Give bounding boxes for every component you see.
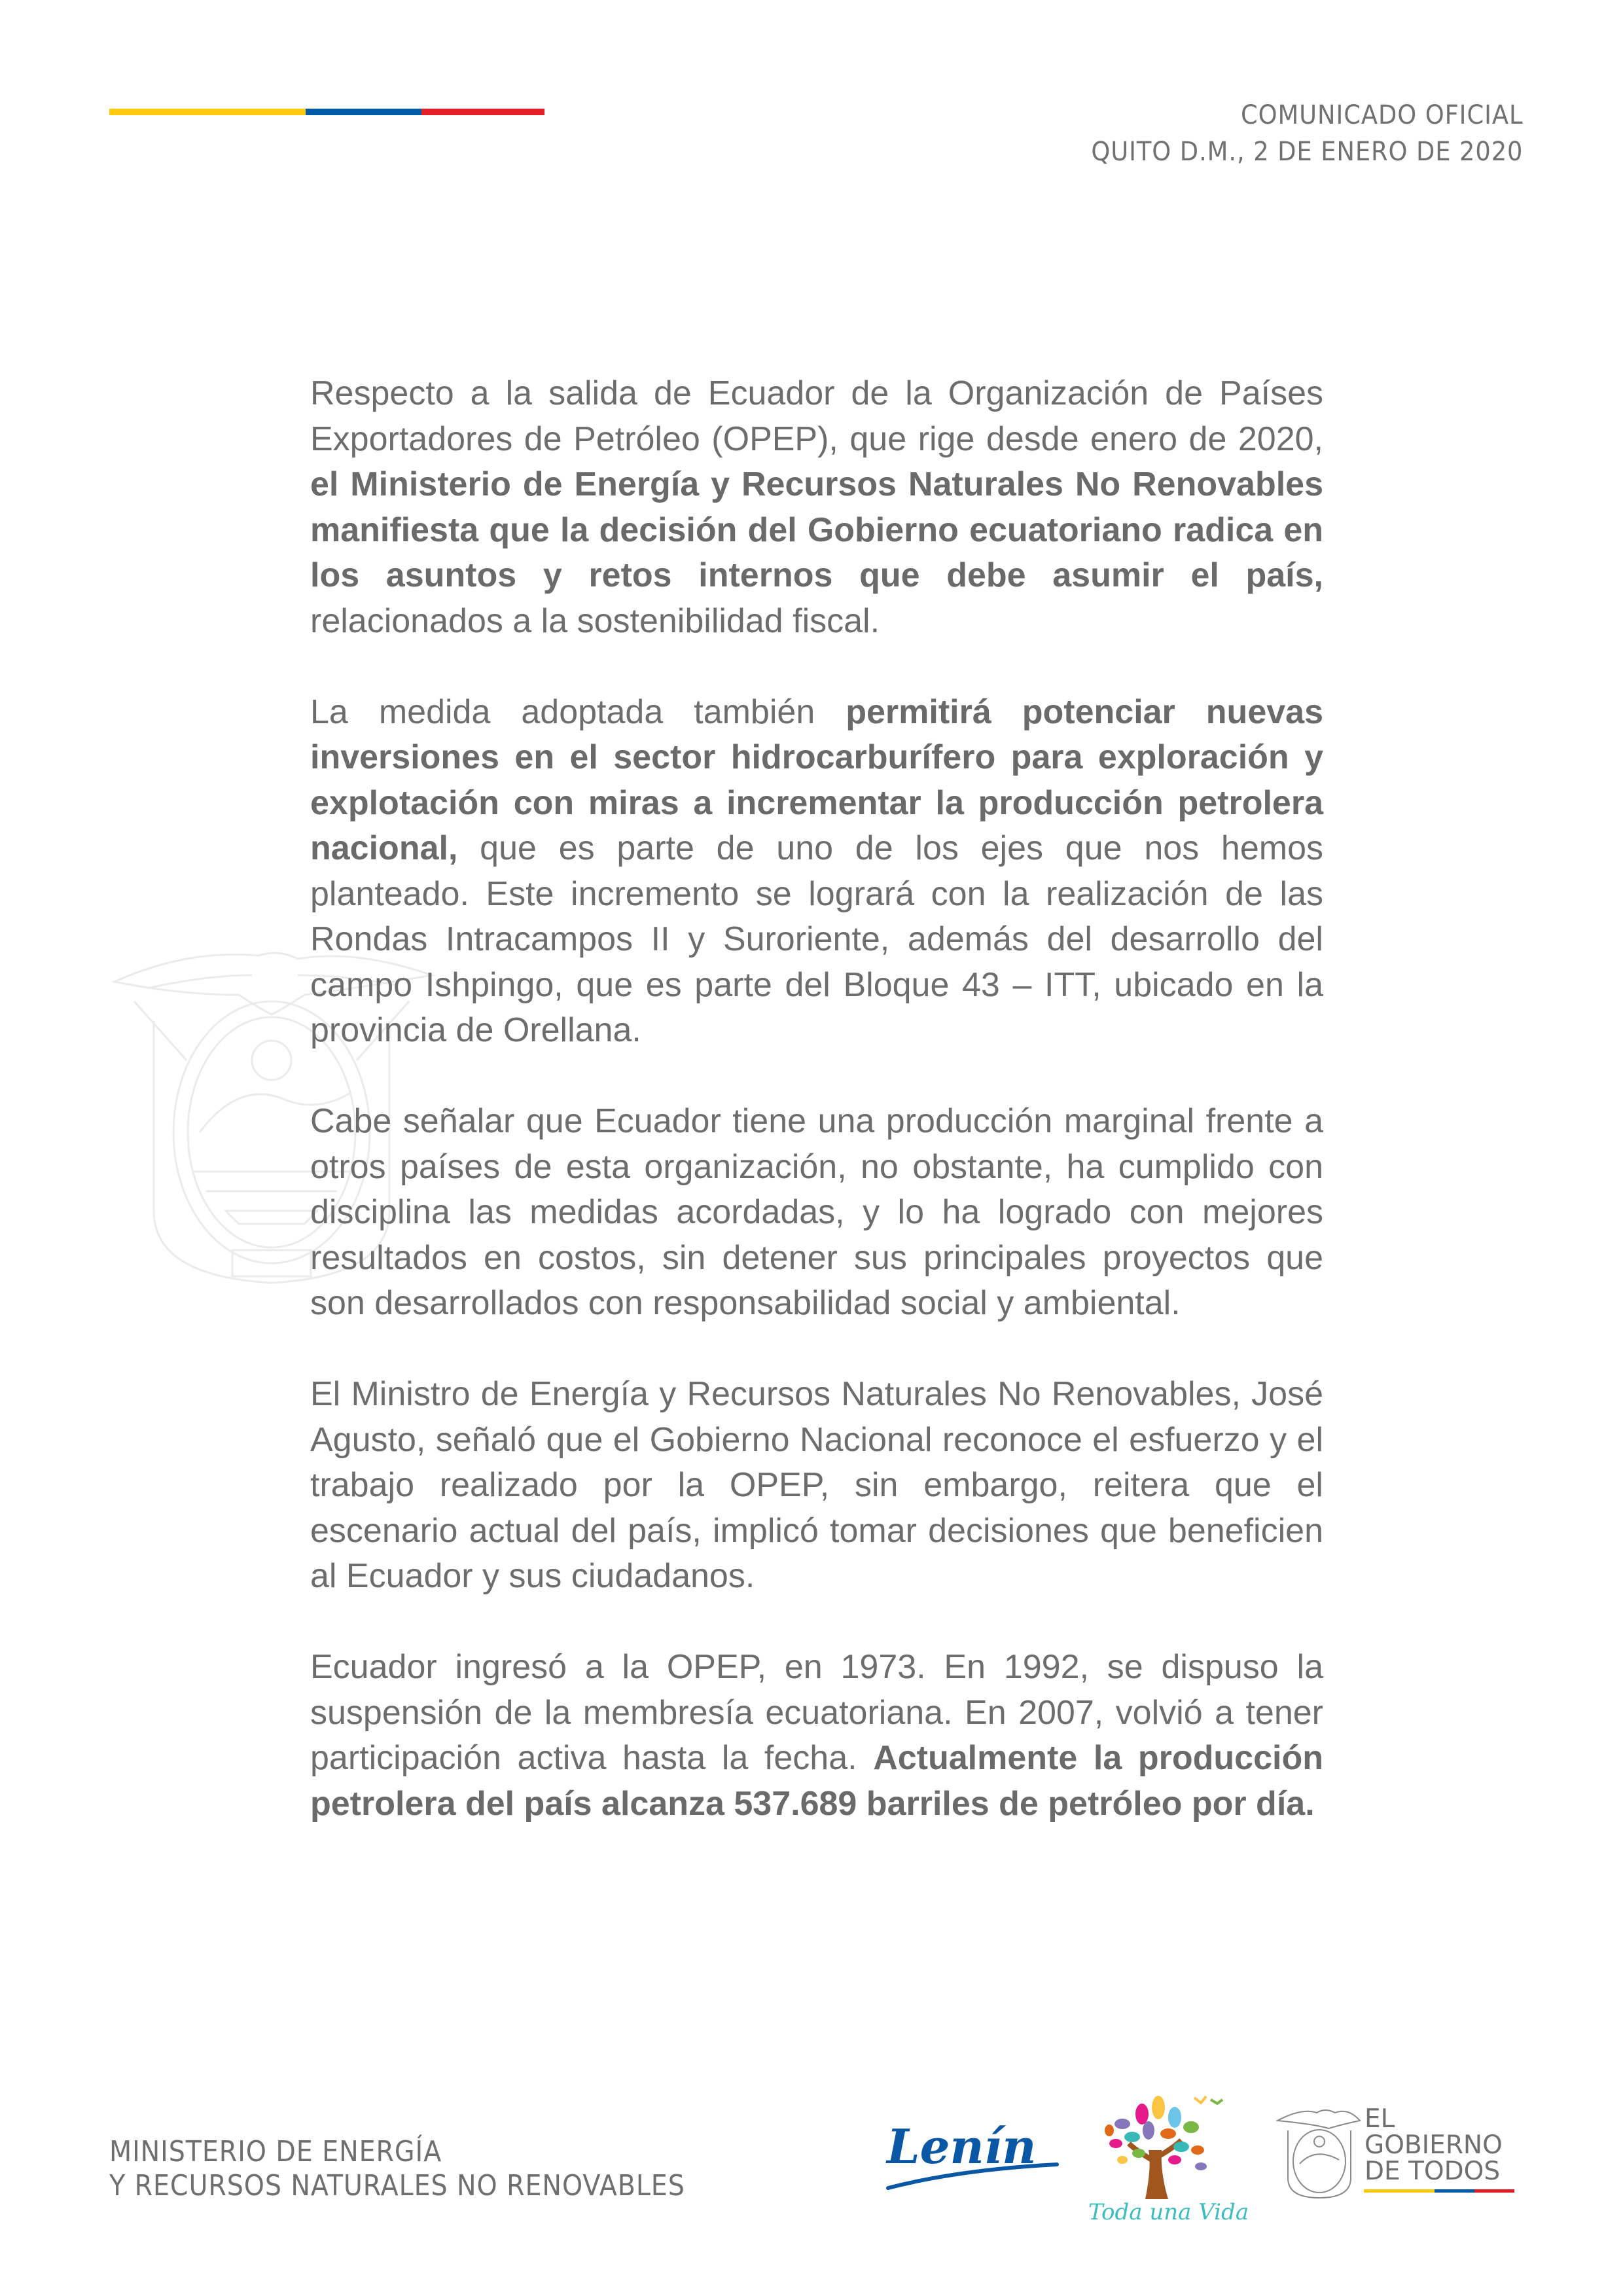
paragraph-marginal-production: Cabe señalar que Ecuador tiene una producción marginal frente a otros países de esta organización, no obstante, ha cumplido con disciplina las medidas acordadas, y lo ha logrado con mejores resultados en costos, sin detener sus principales proyectos que son desarrollados con responsabilidad social y ambiental.	[310, 1102, 1323, 1322]
svg-text:Lenín: Lenín	[887, 2119, 1037, 2174]
flag-red-stripe	[1474, 2189, 1514, 2193]
document-header	[1091, 97, 1523, 170]
communique-body	[310, 371, 1323, 1873]
flag-red-stripe	[421, 109, 544, 115]
flag-blue-stripe	[306, 109, 421, 115]
paragraph-opep-exit: Respecto a la salida de Ecuador de la Organización de Países Exportadores de Petróleo (OPEP), que rige desde enero de 2020, el Ministerio de Energía y Recursos Naturales No Renovables manifiesta que la decisión del Gobierno ecuatoriano radica en los asuntos y retos internos que debe asumir el país, relacionados a la sostenibilidad fiscal.	[310, 374, 1323, 640]
flag-color-bar	[109, 109, 544, 115]
flag-yellow-stripe	[109, 109, 306, 115]
lenin-signature-logo-icon	[880, 2117, 1063, 2196]
ministry-name: MINISTERIO DE ENERGÍA Y RECURSOS NATURALES NO RENOVABLES	[109, 2135, 685, 2202]
el-gobierno-de-todos-logo-text: EL GOBIERNO DE TODOS	[1364, 2104, 1503, 2186]
gobierno-flag-underline	[1364, 2189, 1514, 2193]
header-title: COMUNICADO OFICIAL	[1240, 100, 1523, 130]
paragraph-history: Ecuador ingresó a la OPEP, en 1973. En 1992, se dispuso la suspensión de la membresía ecuatoriana. En 2007, volvió a tener participación activa hasta la fecha. Actualmente la producción petrolera del país alcanza 537.689 barriles de petróleo por día.	[310, 1648, 1323, 1823]
toda-una-vida-caption: Toda una Vida	[1088, 2199, 1249, 2225]
header-place-date: QUITO D.M., 2 DE ENERO DE 2020	[1091, 137, 1523, 167]
paragraph-investment: La medida adoptada también permitirá potenciar nuevas inversiones en el sector hidrocarburífero para exploración y explotación con miras a incrementar la producción petrolera nacional, que es parte de uno de los ejes que nos hemos planteado. Este incremento se logrará con la realización de las Rondas Intracampos II y Suroriente, además del desarrollo del campo Ishpingo, que es parte del Bloque 43 – ITT, ubicado en la provincia de Orellana.	[310, 692, 1323, 1049]
flag-yellow-stripe	[1364, 2189, 1435, 2193]
flag-blue-stripe	[1435, 2189, 1474, 2193]
paragraph-minister-statement: El Ministro de Energía y Recursos Naturales No Renovables, José Agusto, señaló que el Gobierno Nacional reconoce el esfuerzo y el trabajo realizado por la OPEP, sin embargo, reitera que el escenario actual del país, implicó tomar decisiones que beneficien al Ecuador y sus ciudadanos.	[310, 1375, 1323, 1595]
